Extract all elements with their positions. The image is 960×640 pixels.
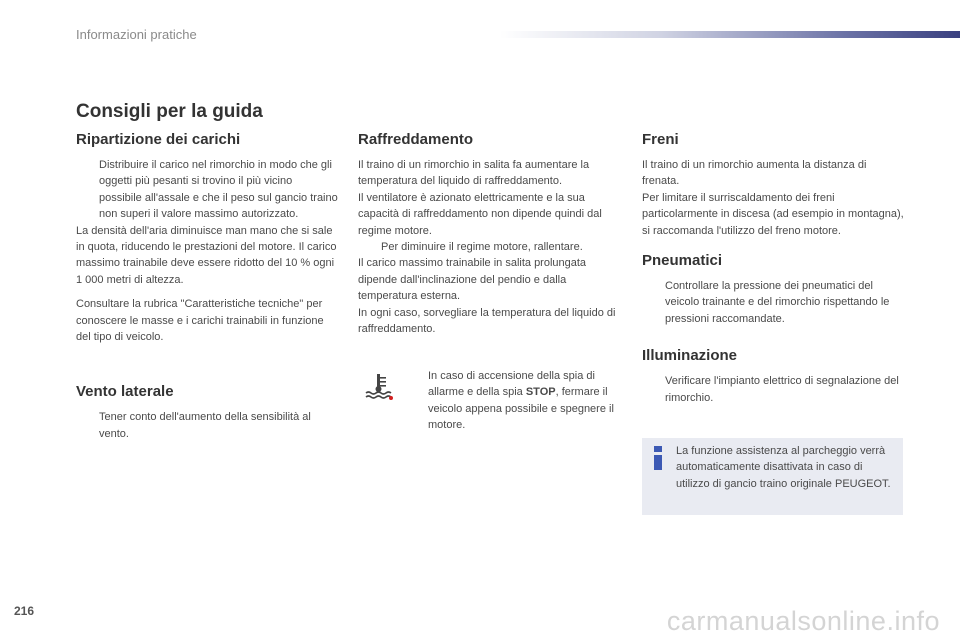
watermark: carmanualsonline.info — [666, 606, 940, 636]
bullet-item — [358, 239, 623, 255]
section-title-wind: Vento laterale — [76, 383, 174, 401]
bullet-item — [642, 278, 904, 327]
column-middle — [358, 131, 623, 337]
section-title-brakes: Freni — [642, 131, 679, 148]
warning-text-post: , fermare il veicolo appena possibile e spegnere il motore. — [428, 386, 614, 432]
bullet-text: Tener conto dell'aumento della sensibilità al vento. — [99, 411, 311, 440]
paragraph: In ogni caso, sorvegliare la temperatura del liquido di raffreddamento. — [358, 306, 616, 336]
page-number: 216 — [14, 604, 35, 618]
coolant-warning-block — [358, 368, 628, 434]
section-title-lighting: Illuminazione — [642, 347, 738, 365]
bullet-text: Per diminuire il regime motore, rallentare. — [381, 241, 583, 254]
paragraph: Il ventilatore è azionato elettricamente e la sua capacità di raffreddamento non dipende quindi dal regime motore. — [358, 191, 602, 237]
page-title: Consigli per la guida — [76, 101, 263, 122]
bullet-item — [76, 409, 338, 442]
header-bar — [500, 31, 960, 38]
bullet-text: Distribuire il carico nel rimorchio in modo che gli oggetti più pesanti si trovino il più vicino possibile all'assale e che il peso sul gancio traino non superi il valore massimo autorizzato. — [99, 159, 338, 221]
warning-text-pre: In caso di accensione della spia di allarme e della spia — [428, 370, 595, 399]
section-title-cooling: Raffreddamento — [358, 131, 474, 148]
bullet-text: Controllare la pressione dei pneumatici del veicolo trainante e del rimorchio rispettando le pressioni raccomandate. — [665, 280, 890, 325]
warning-text — [410, 368, 628, 434]
paragraph: Il traino di un rimorchio in salita fa aumentare la temperatura del liquido di raffreddamento. — [358, 159, 590, 188]
coolant-temperature-warning-icon — [364, 372, 394, 400]
bullet-item — [642, 373, 904, 406]
info-text: La funzione assistenza al parcheggio verrà automaticamente disattivata in caso di utilizzo di gancio traino originale PEUGEOT. — [676, 445, 891, 490]
paragraph: Consultare la rubrica "Caratteristiche tecniche" per conoscere le masse e i carichi trainabili in funzione del tipo di veicolo. — [76, 298, 324, 344]
column-left — [76, 131, 338, 442]
paragraph: Per limitare il surriscaldamento dei freni particolarmente in discesa (ad esempio in montagna), si raccomanda l'utilizzo del freno motore. — [642, 191, 904, 237]
paragraph: Il carico massimo trainabile in salita prolungata dipende dall'inclinazione del pendio e dalla temperatura esterna. — [358, 257, 587, 303]
paragraph: La densità dell'aria diminuisce man mano che si sale in quota, riducendo le prestazioni del motore. Il carico massimo trainabile deve essere ridotto del 10 % ogni 1 000 metri di altezza. — [76, 224, 337, 286]
bullet-item — [76, 157, 338, 223]
stop-label: STOP — [525, 386, 556, 399]
header-title: Informazioni pratiche — [76, 27, 197, 42]
info-box — [642, 438, 903, 515]
bullet-text: Verificare l'impianto elettrico di segnalazione del rimorchio. — [665, 375, 899, 404]
paragraph: Il traino di un rimorchio aumenta la distanza di frenata. — [642, 159, 867, 188]
info-icon — [652, 446, 664, 470]
column-right — [642, 131, 904, 406]
section-title-load: Ripartizione dei carichi — [76, 131, 241, 148]
section-title-tyres: Pneumatici — [642, 252, 723, 270]
